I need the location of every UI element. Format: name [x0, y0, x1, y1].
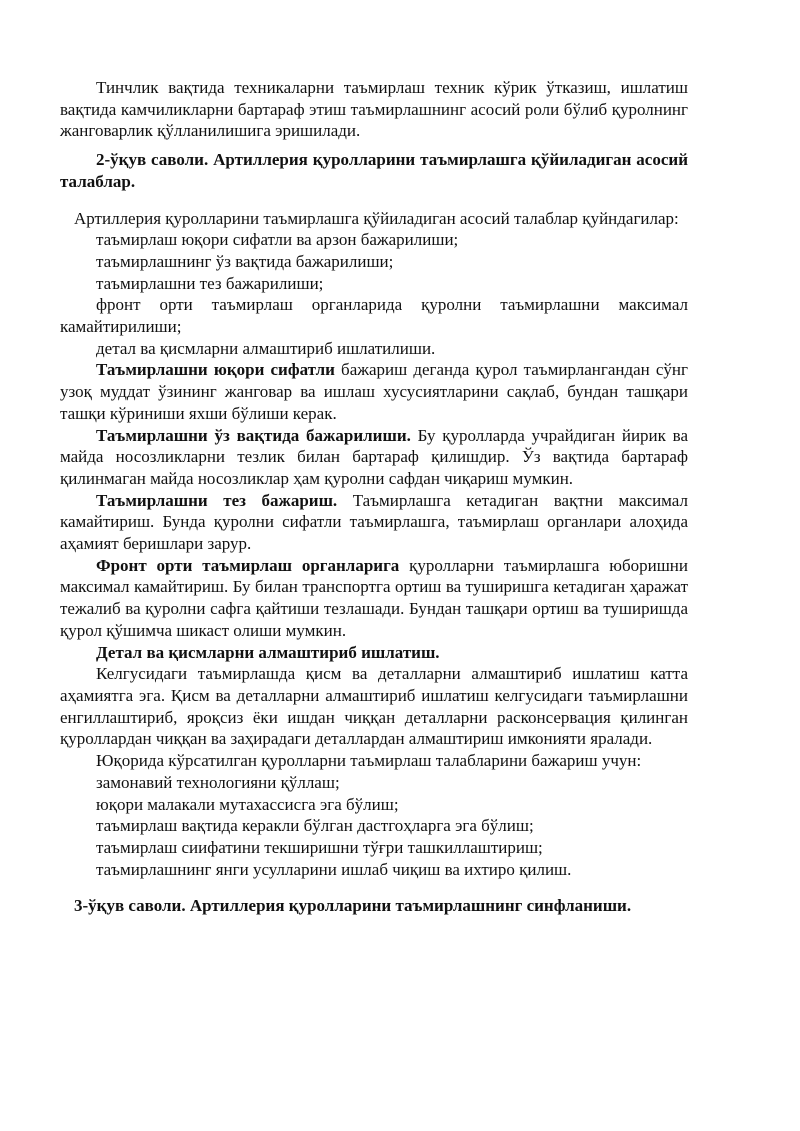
measure-item: таъмирлаш вақтида керакли бўлган дастгоҳларга эга бўлиш; [96, 816, 534, 836]
intro-paragraph: Тинчлик вақтида техникаларни таъмирлаш техник кўрик ўтказиш, ишлатиш вақтида камчиликларни бартараф этиш таъмирлашнинг асосий роли бўлиб қуролнинг жанговарлик қўлланилишига эришилади. [60, 78, 688, 141]
fast-paragraph [60, 490, 688, 555]
front-term: Фронт орти таъмирлаш органларига [96, 555, 400, 575]
front-text: қуролларни таъмирлашга юборишни максимал камайтириш. Бу билан транспортга ортиш ва туширишга кетадиган ҳаражат тежалиб ва қуролни сафга қайтиши тезлашади. Бундан ташқари ортиш ва туширишда қурол қўшимча шикаст олиши мумкин. [60, 555, 688, 640]
fast-text: Таъмирлашга кетадиган вақтни максимал камайтириш. Бунда қуролни сифатли таъмирлашга, таъмирлаш органлари алоҳида аҳамият беришлари зарур. [60, 490, 688, 554]
above-paragraph: Юқорида кўрсатилган қуролларни таъмирлаш талабларини бажариш учун: [96, 751, 642, 771]
section-3-heading: 3-ўқув саволи. Артиллерия қуролларини таъмирлашнинг синфланиши. [74, 896, 632, 916]
replace-paragraph: Келгусидаги таъмирлашда қисм ва деталларни алмаштириб ишлатиш катта аҳамиятга эга. Қисм ва деталларни алмаштириб ишлатиш келгусидаги таъмирлашни енгиллаштириб, яроқсиз ёки ишдан чиққан деталларни расконсервация қилинган қуроллардан чиққан ва заҳирадаги деталлардан алмаштириш имконияти яралади. [60, 664, 688, 749]
quality-term: Таъмирлашни юқори сифатли [96, 360, 335, 380]
requirement-item: таъмирлашни тез бажарилиши; [96, 273, 324, 293]
replace-heading: Детал ва қисмларни алмаштириб ишлатиш. [96, 642, 440, 662]
requirement-item: таъмирлашнинг ўз вақтида бажарилиши; [96, 251, 394, 271]
quality-text: бажариш деганда қурол таъмирлангандан сўнг узоқ муддат ўзининг жанговар ва ишлаш хусусиятларини сақлаб, бундан ташқари ташқи кўриниши яхши бўлиши керак. [60, 360, 688, 423]
requirement-item: таъмирлаш юқори сифатли ва арзон бажарилиши; [96, 230, 459, 250]
requirement-item: фронт орти таъмирлаш органларида қуролни таъмирлашни максимал камайтирилиши; [60, 295, 688, 337]
measure-item: таъмирлашнинг янги усулларини ишлаб чиқиш ва ихтиро қилиш. [96, 859, 572, 879]
front-paragraph [60, 555, 688, 642]
timely-text: Бу қуролларда учрайдиган йирик ва майда носозликларни тезлик билан бартараф қилишдир. Ўз вақтида бартараф қилинмаган майда носозликлар ҳам қуролни сафдан чиқариш мумкин. [60, 425, 689, 488]
requirement-item: детал ва қисмларни алмаштириб ишлатилиши. [96, 338, 436, 358]
measure-item: таъмирлаш сиифатини текширишни тўғри ташкиллаштириш; [96, 837, 543, 857]
section-2-heading: 2-ўқув саволи. Артиллерия қуролларини таъмирлашга қўйиладиган асосий талаблар. [60, 150, 688, 191]
fast-term: Таъмирлашни тез бажариш. [96, 490, 338, 510]
timely-paragraph [60, 425, 688, 490]
requirements-intro-paragraph: Артиллерия қуролларини таъмирлашга қўйиладиган асосий талаблар қуйндагилар: [74, 208, 679, 228]
quality-paragraph [60, 359, 688, 424]
measure-item: юқори малакали мутахассисга эга бўлиш; [96, 794, 399, 814]
measure-item: замонавий технологияни қўллаш; [96, 772, 340, 792]
timely-term: Таъмирлашни ўз вақтида бажарилиши. [96, 425, 411, 445]
